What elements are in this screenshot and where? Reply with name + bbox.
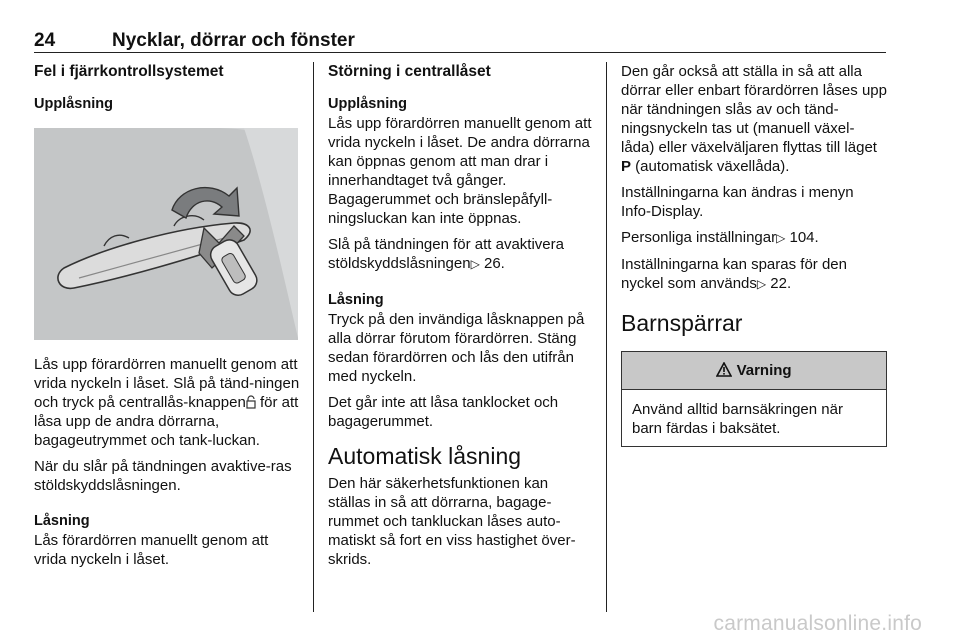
- subheading-unlocking-2: Upplåsning: [328, 96, 407, 112]
- column-divider-2: [606, 62, 607, 612]
- col3-paragraph-2: Inställningarna kan ändras i menyn Info-Display.: [621, 184, 854, 220]
- warning-title: Varning: [736, 362, 792, 379]
- warning-box: [621, 351, 887, 447]
- page-ref-arrow-icon: ▷: [776, 231, 786, 245]
- section-title-remote-fault: Fel i fjärrkontrollsystemet: [34, 63, 224, 80]
- watermark: carmanualsonline.info: [713, 612, 922, 635]
- col2-paragraph-3: Tryck på den invändiga låsknappen på alla dörrar förutom förardörren. Stäng sedan förardörren och lås den utifrån med nyckeln.: [328, 311, 585, 385]
- column-2: [328, 62, 594, 576]
- col2-paragraph-1: Lås upp förardörren manuellt genom att vrida nyckeln i låset. De andra dörrarna kan öppnas genom att man drar i innerhandtaget två gånger. Bagagerummet och bränslepåfyll-ningsluckan kan inte öppnas.: [328, 115, 592, 227]
- subheading-locking-2: Låsning: [328, 292, 384, 308]
- warning-header: [622, 352, 886, 390]
- col3-paragraph-3: Personliga inställningar▷ 104.: [621, 229, 819, 246]
- column-3: [621, 62, 887, 447]
- warning-triangle-icon: [716, 362, 732, 377]
- col3-paragraph-4: Inställningarna kan sparas för den nyckel som används▷ 22.: [621, 256, 847, 292]
- door-key-illustration: [34, 128, 298, 340]
- col2-paragraph-2: Slå på tändningen för att avaktivera stöldskyddslåsningen▷ 26.: [328, 236, 564, 272]
- page-ref-arrow-icon: ▷: [470, 257, 480, 271]
- subheading-locking: Låsning: [34, 513, 90, 529]
- section-title-central-lock-fault: Störning i centrallåset: [328, 63, 491, 80]
- col1-paragraph-1: Lås upp förardörren manuellt genom att vrida nyckeln i låset. Slå på tänd-ningen och tryck på centrallås-knappen för att låsa upp de andra dörrarna, bagageutrymmet och tank-luckan.: [34, 356, 300, 449]
- page-number: 24: [34, 30, 56, 51]
- column-divider-1: [313, 62, 314, 612]
- col2-paragraph-5: Den här säkerhetsfunktionen kan ställas in så att dörrarna, bagage-rummet och tankluckan låses auto-matiskt så fort en viss hastighet över-skrids.: [328, 475, 576, 568]
- heading-automatic-locking: Automatisk låsning: [328, 443, 522, 469]
- heading-child-locks: Barnspärrar: [621, 310, 743, 336]
- col1-paragraph-2: När du slår på tändningen avaktive-ras stöldskyddslåsningen.: [34, 458, 292, 494]
- chapter-title: Nycklar, dörrar och fönster: [112, 30, 355, 51]
- door-handle-key-drawing: [34, 128, 298, 340]
- column-1: [34, 62, 300, 576]
- page-ref-arrow-icon: ▷: [756, 277, 767, 291]
- subheading-unlocking: Upplåsning: [34, 96, 113, 112]
- page-header: [34, 30, 886, 53]
- unlock-icon: [246, 395, 256, 409]
- col3-paragraph-1: Den går också att ställa in så att alla dörrar eller enbart förardörren låses upp när tändningen slås av och tänd-ningsnyckeln tas ut (manuell växel-låda) eller växelväljaren flyttas till läget P (automatisk växellåda).: [621, 63, 887, 175]
- col2-paragraph-4: Det går inte att låsa tanklocket och bagagerummet.: [328, 394, 559, 430]
- warning-text: Använd alltid barnsäkringen när barn färdas i baksätet.: [632, 401, 843, 437]
- col1-paragraph-3: Lås förardörren manuellt genom att vrida nyckeln i låset.: [34, 532, 269, 568]
